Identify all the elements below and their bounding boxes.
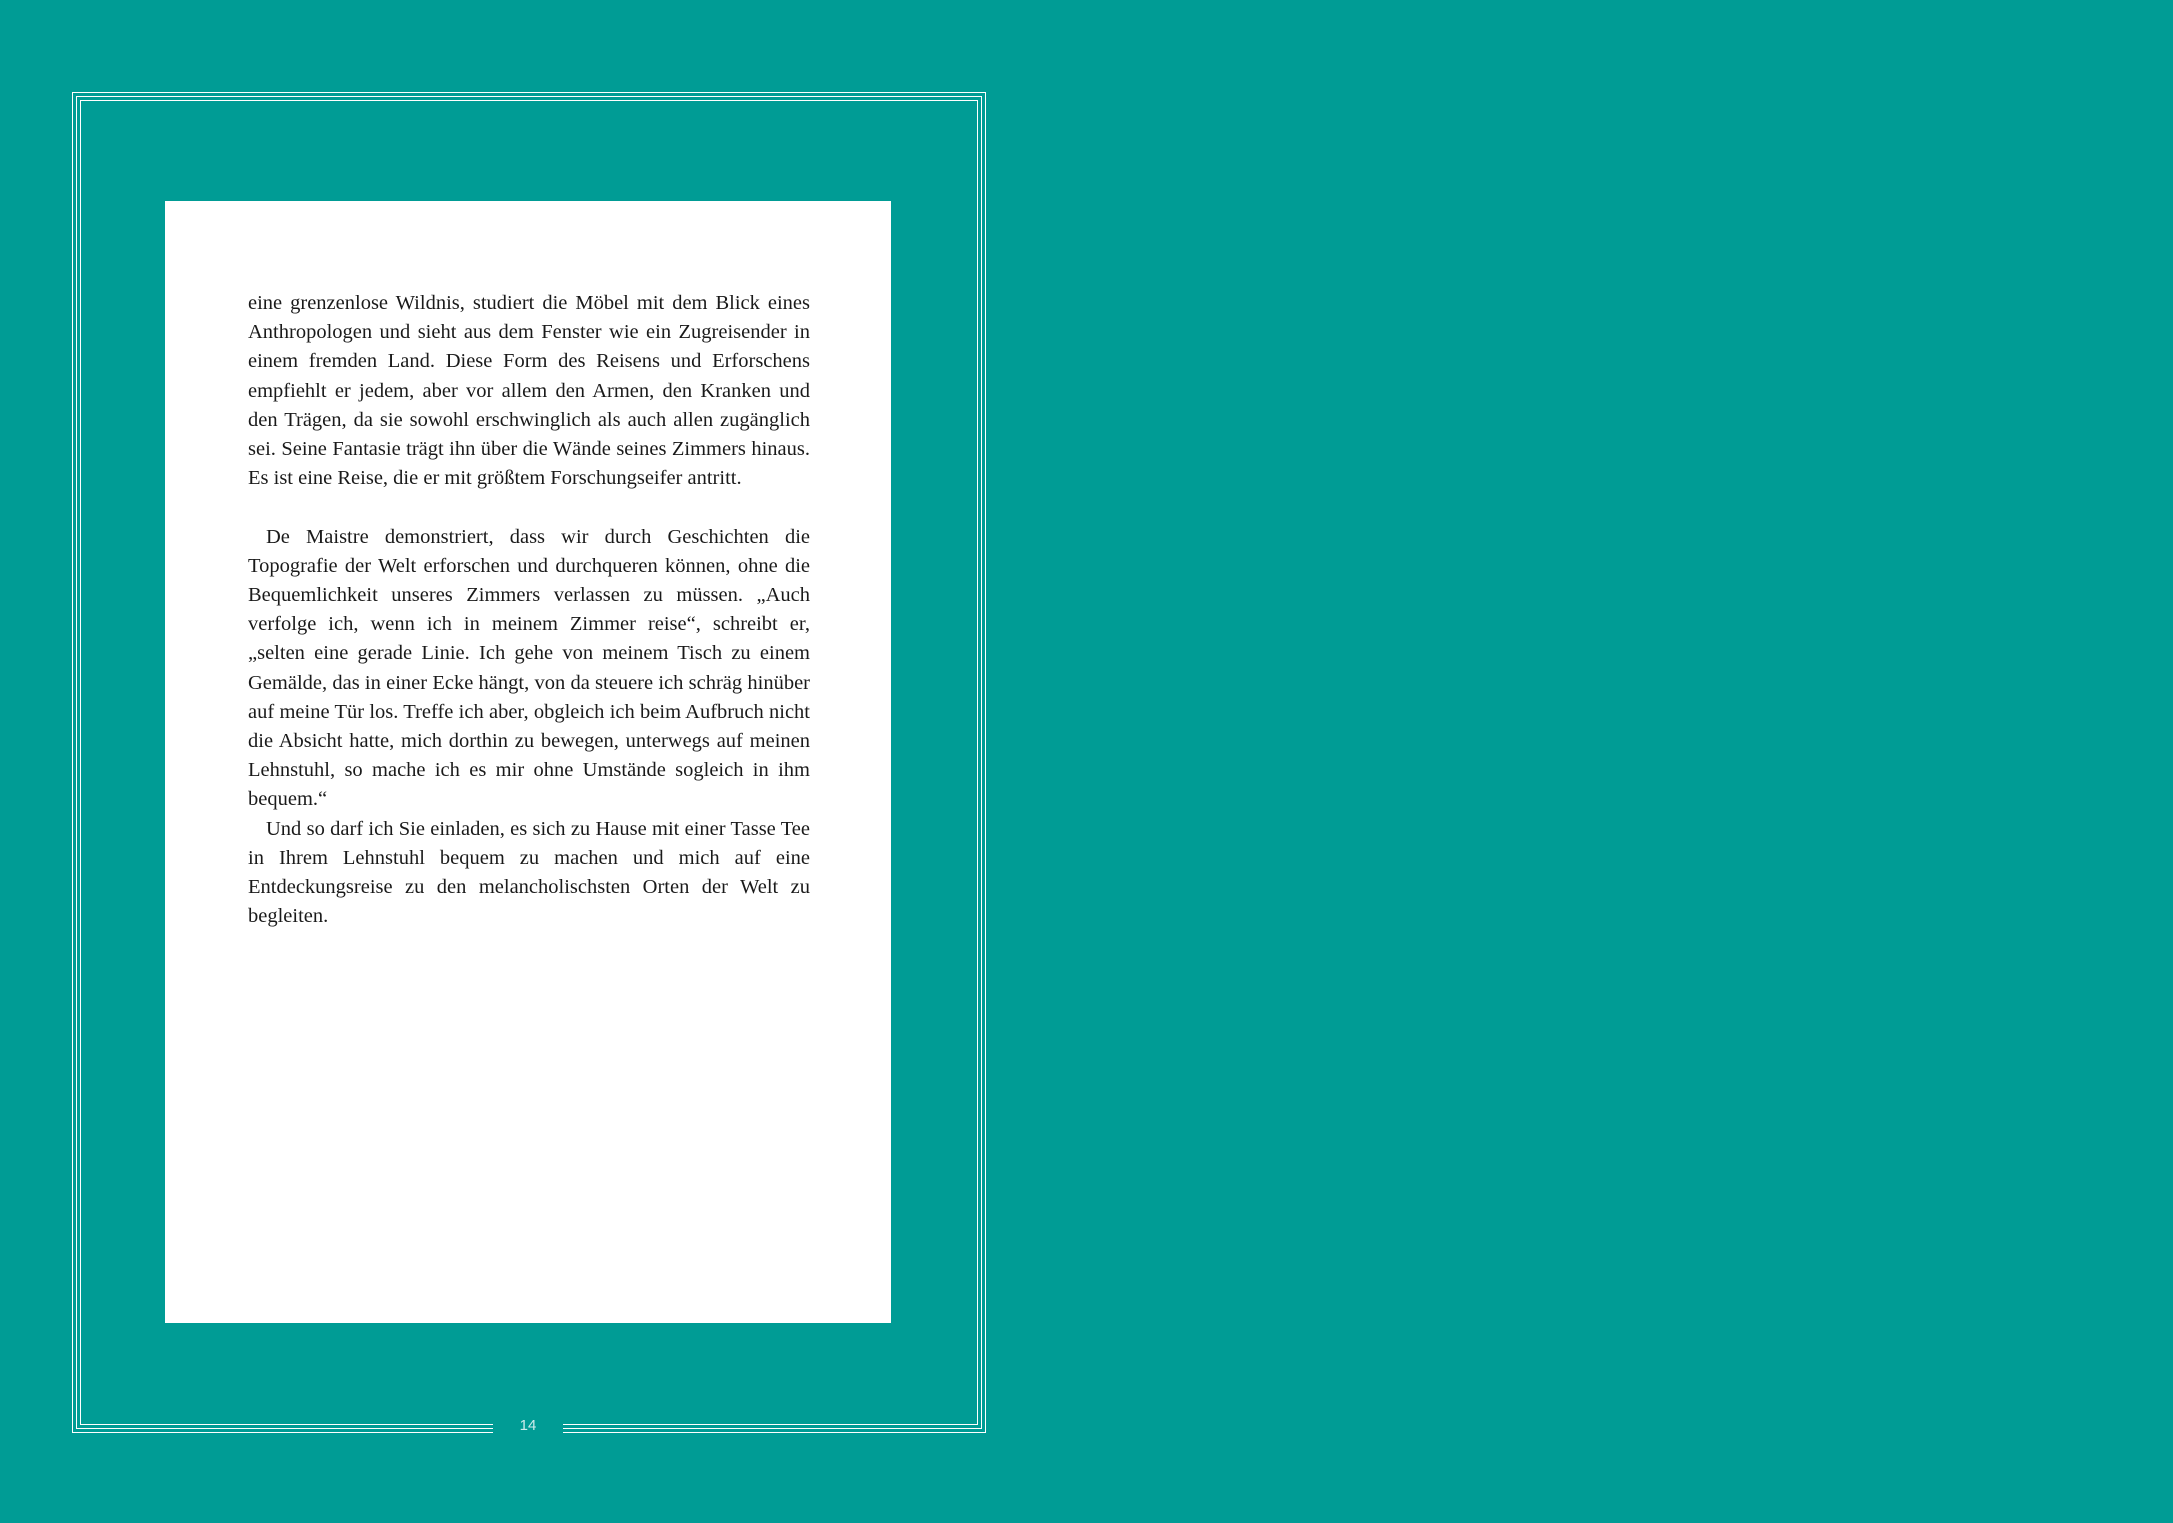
paragraph-2: De Maistre demonstriert, dass wir durch Geschichten die Topografie der Welt erforschen und durchqueren können, ohne die Bequemlichkeit unseres Zimmers verlassen zu müssen. „Auch verfolge ich, wenn ich in meinem Zimmer reise“, schreibt er, „selten eine gerade Linie. Ich gehe von meinem Tisch zu einem Gemälde, das in einer Ecke hängt, von da steuere ich schräg hinüber auf meine Tür los. Treffe ich aber, obgleich ich beim Aufbruch nicht die Absicht hatte, mich dorthin zu bewegen, unterwegs auf meinen Lehnstuhl, so mache ich es mir ohne Umstände sogleich in ihm bequem.“ bbox=[248, 525, 810, 811]
paragraph-3: Und so darf ich Sie einladen, es sich zu Hause mit einer Tasse Tee in Ihrem Lehnstuhl bequem zu machen und mich auf eine Entdeckungsreise zu den melancholischsten Orten der Welt zu begleiten. bbox=[248, 817, 810, 928]
body-text bbox=[248, 289, 810, 931]
page-number: 14 bbox=[519, 1417, 537, 1434]
paragraph-1: eine grenzenlose Wildnis, studiert die Möbel mit dem Blick eines Anthropologen und sieht aus dem Fenster wie ein Zugreisender in einem fremden Land. Diese Form des Reisens und Erforschens empfiehlt er jedem, aber vor allem den Armen, den Kranken und den Trägen, da sie sowohl erschwinglich als auch allen zugänglich sei. Seine Fantasie trägt ihn über die Wände seines Zimmers hinaus. Es ist eine Reise, die er mit größtem Forschungseifer antritt. bbox=[248, 292, 810, 490]
text-page bbox=[165, 201, 891, 1323]
